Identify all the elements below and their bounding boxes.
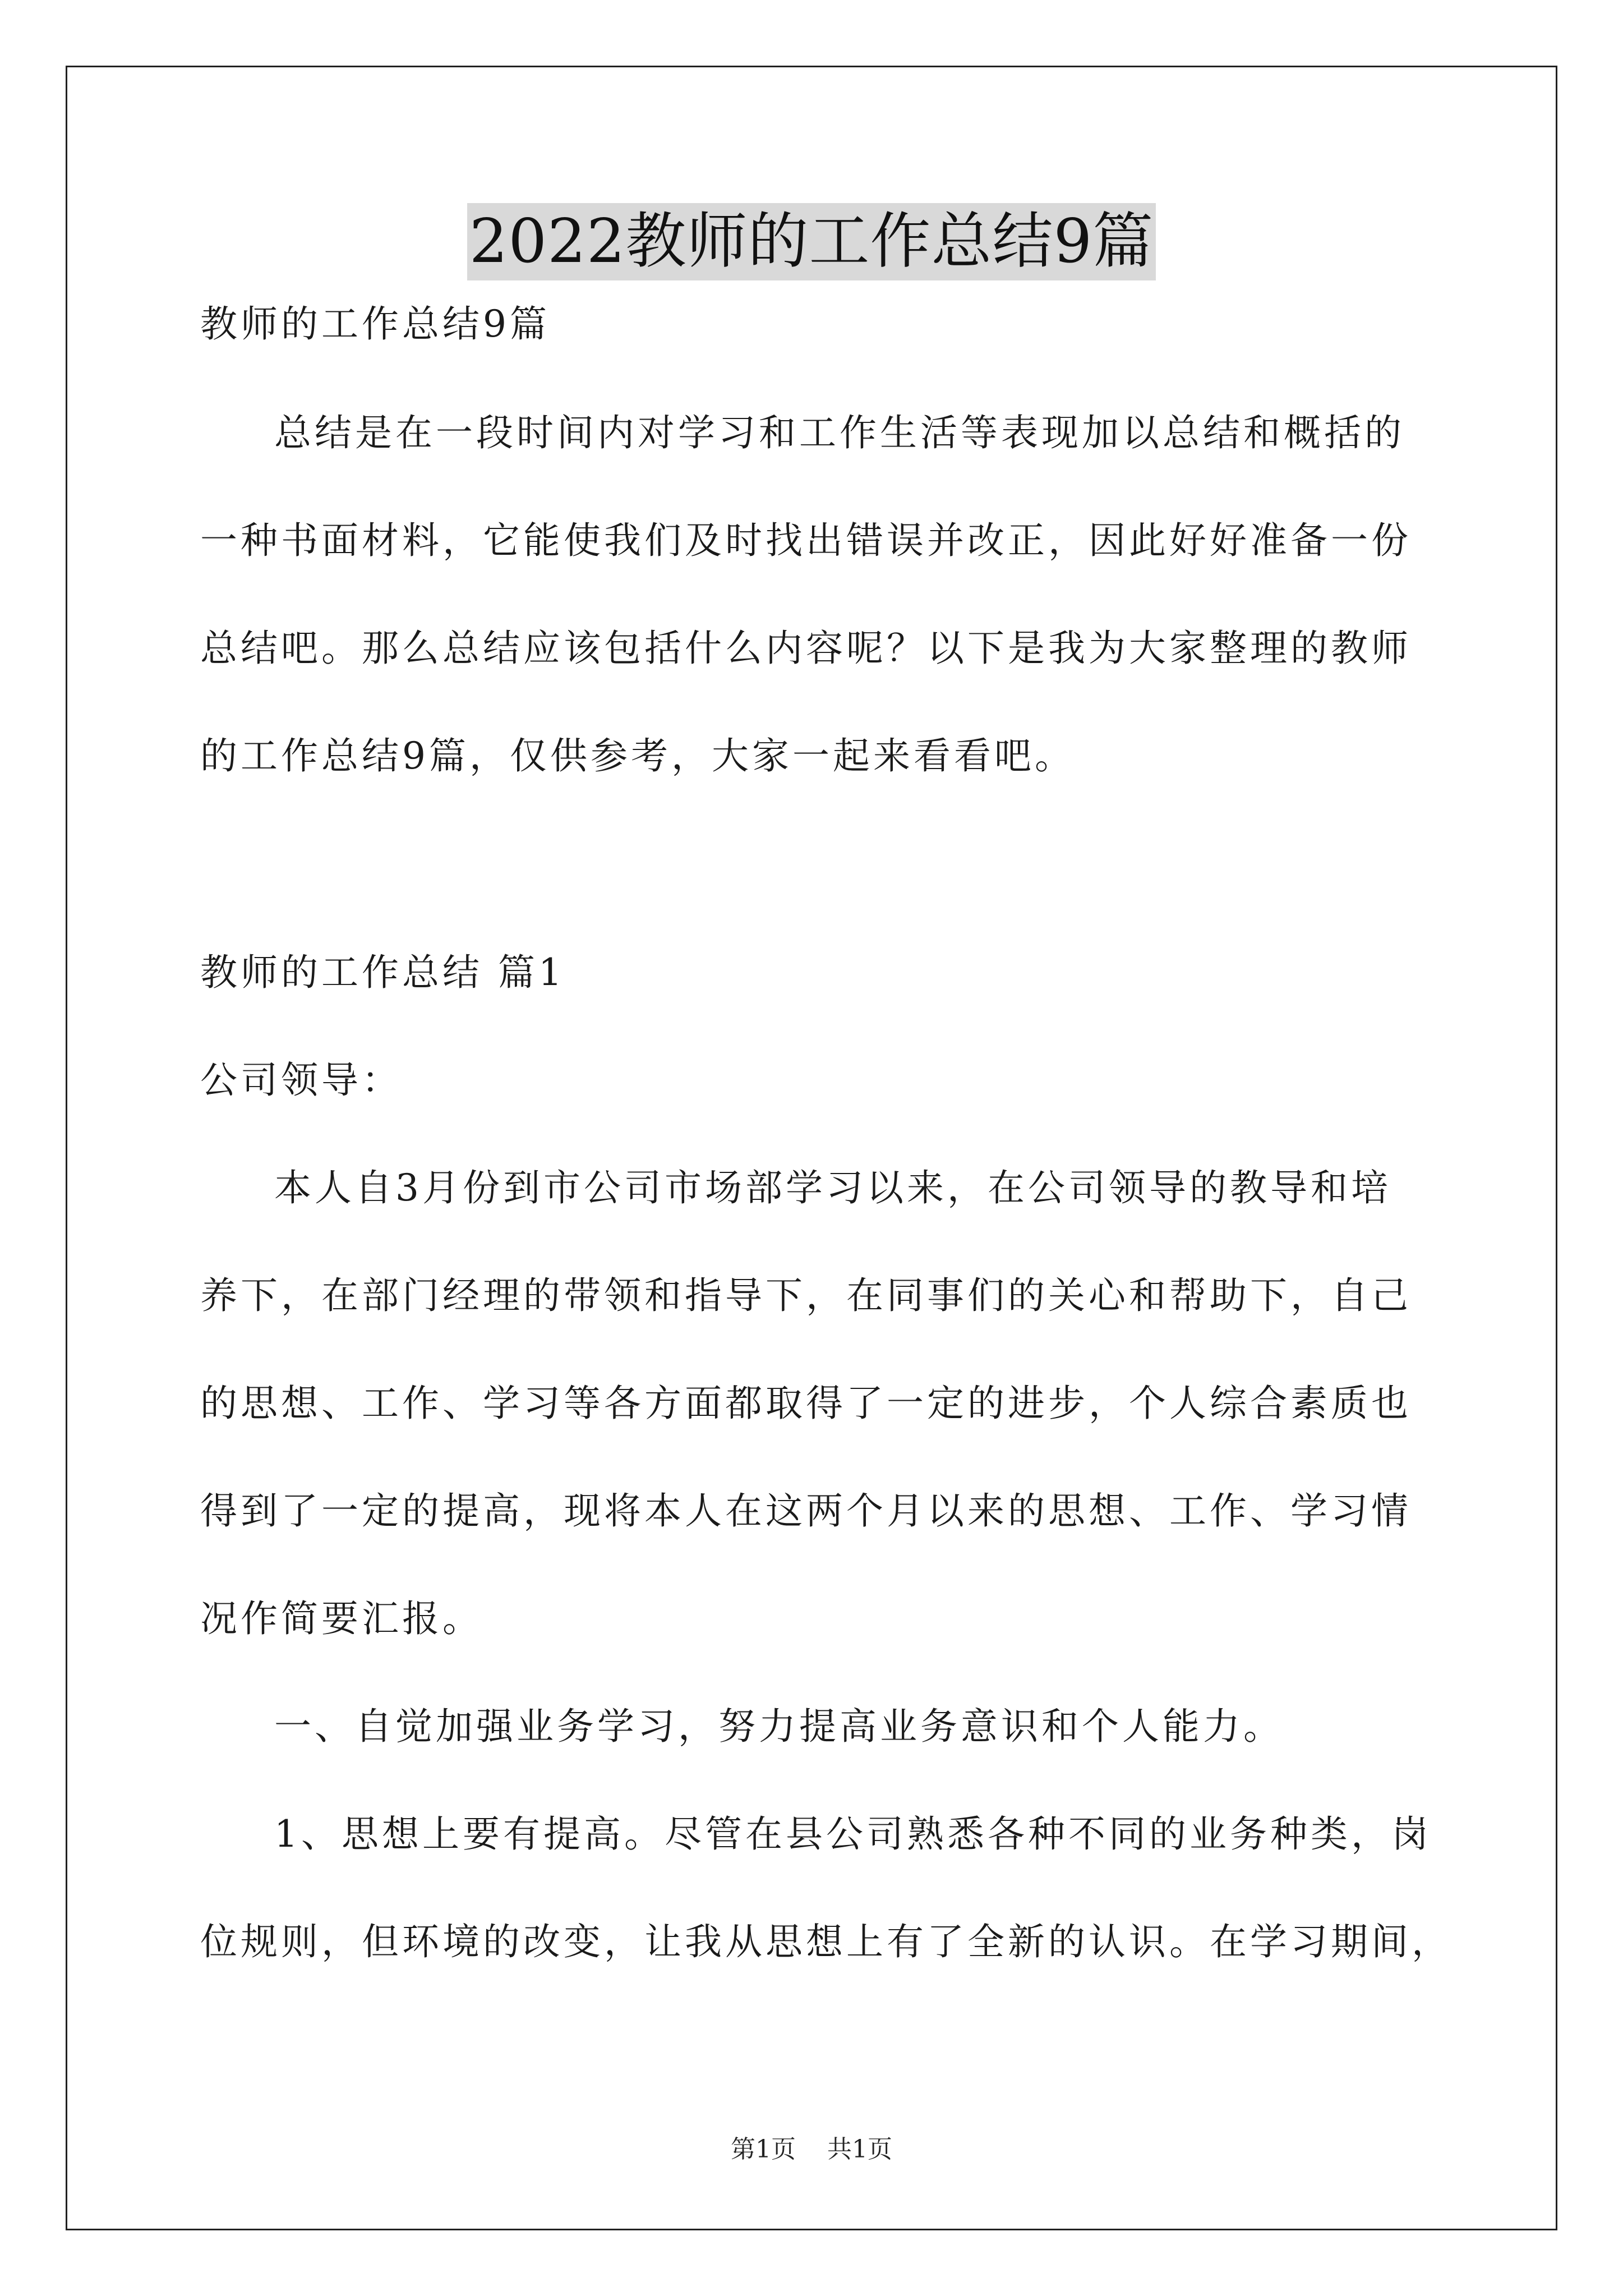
para1-line: 况作简要汇报。 (200, 1597, 483, 1640)
salutation: 公司领导： (200, 1059, 402, 1102)
para1-line: 本人自3月份到市公司市场部学习以来，在公司领导的教导和培 (274, 1166, 1391, 1209)
point-heading: 一、自觉加强业务学习，努力提高业务意识和个人能力。 (274, 1705, 1284, 1748)
para1-line: 的思想、工作、学习等各方面都取得了一定的进步，个人综合素质也 (200, 1382, 1412, 1425)
para2-line: 位规则，但环境的改变，让我从思想上有了全新的认识。在学习期间， (200, 1920, 1452, 1963)
document-subtitle: 教师的工作总结9篇 (200, 302, 550, 346)
page-footer (0, 2136, 1623, 2164)
section-heading: 教师的工作总结 篇1 (200, 951, 565, 994)
document-title: 2022教师的工作总结9篇 (467, 203, 1156, 280)
intro-line: 一种书面材料，它能使我们及时找出错误并改正，因此好好准备一份 (200, 519, 1412, 562)
intro-line: 总结吧。那么总结应该包括什么内容呢？以下是我为大家整理的教师 (200, 627, 1412, 670)
page-total: 共1页 (827, 2135, 892, 2164)
para1-line: 养下，在部门经理的带领和指导下，在同事们的关心和帮助下，自己 (200, 1274, 1412, 1317)
intro-line: 总结是在一段时间内对学习和工作生活等表现加以总结和概括的 (274, 411, 1405, 454)
document-body (200, 302, 1452, 1963)
intro-line: 的工作总结9篇，仅供参考，大家一起来看看吧。 (200, 734, 1075, 777)
page-number: 第1页 (731, 2135, 796, 2164)
title-wrap (0, 203, 1623, 280)
para1-line: 得到了一定的提高，现将本人在这两个月以来的思想、工作、学习情 (200, 1489, 1412, 1533)
para2-line: 1、思想上要有提高。尽管在县公司熟悉各种不同的业务种类，岗 (274, 1812, 1432, 1856)
